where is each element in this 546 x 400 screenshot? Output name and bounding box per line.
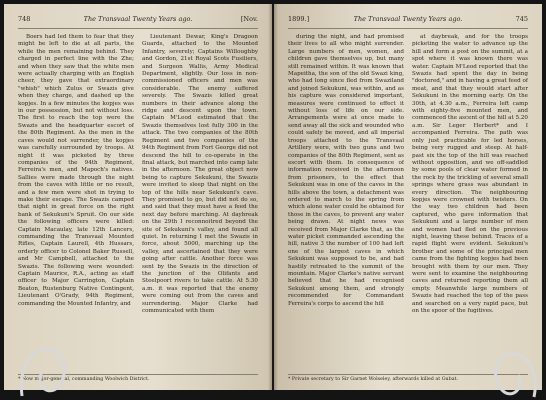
right-binder-clip-icon [484,339,544,399]
right-running-head [288,14,528,29]
right-running-title: The Transvaal Twenty Years ago. [353,15,463,23]
left-column-2: Lieutenant Dewar, King's Dragoon Guards, attached to the Mounted Infantry, severely; Captains Willoughby and Gordon, 21st Royal Scots Fusiliers, and Surgeon Wallis, Army Medical Department, slightly. Our loss in non-commissioned officers and men was considerable. The enemy suffered severely. The Swazis killed great numbers in their advance along the ridge and descent upon the town. Captain M'Leod estimated that the Swazis themselves lost fully 300 in the attack. The two companies of the 80th Regiment and two companies of the 94th Regiment from Fort George did not descend the hill to co-operate in the final attack, but marched into camp late in the afternoon. The great object now being to capture Sekukuni, the Swazis were invited to sleep that night on the top of the hills near Sekukuni's cave. They promised to go, but did not do so, and said that they must have a feed the next day before marching. At daybreak on the 29th I reconnoitred beyond the site of Sekukuni's valley, and found all quiet. In returning I met the Swazis in force, about 5000, marching up the valley, and ascertained that they were going after cattle. Another force was sent by the Swazis in the direction of the junction of the Olifants and Steelpoort rivers to take cattle. At 5.30 a.m. it was reported that the enemy were coming out from the caves and surrendering. Major Clarke had communicated with them [142,34,258,315]
left-running-title: The Transvaal Twenty Years ago. [83,15,193,23]
left-running-date: [Nov. [240,15,258,23]
book-gutter [268,4,278,390]
open-book [4,4,542,392]
right-footnote: * Private secretary to Sir Garnet Wolseley, afterwards killed at Gubat. [288,374,528,382]
right-column-2: at daybreak, and for the troops picketing the water to advance up the hill and form a post on the summit, at a spot where it was known there was water. Captain M'Leod reported that the Swazis had spent the day in being "doctored," and in having a great feed of meat, and that they would start after Sekukuni in the morning early. On the 30th, at 4.30 a.m., Ferreira left camp with eighty-five mounted men, and commenced the ascent of the hill at 5.20 a.m. Sir Leger Herbert* and I accompanied Ferreira. The path was only just practicable for led horses, being very rugged and steep. At half-past six the top of the hill was reached without opposition, and we off-saddled by some pools of clear water formed in the rock by the trickling of several small springs where grass was abundant in every direction. The neighbouring kopjes were crowned with twisters. On the way two children had been captured, who gave information that Sekukuni and a large number of men and women had fled on the previous night, leaving these behind. Traces of a rapid flight were evident. Sekukuni's brother and some of the principal men came from the fighting kopjes had been brought with them by our men. They were sent to examine the neighbouring caves and returned reporting them all empty. Meanwhile large numbers of Swazis had reached the top of the pass and searched on a very rapid pace, but on the spoor of the fugitives. [412,34,528,315]
left-page [4,4,272,390]
left-page-number: 748 [18,15,31,23]
right-column-1: during the night, and had promised their lives to all who might surrender. Large numbers of men, women, and children gave themselves up, but many still remained within. It was known that Mapeitha, the son of the old Swazi king, who had long since fled from Swaziland and joined Sekukuni, was within, and as his capture was considered important, measures were continued to effect it without loss of life on our side. Arrangements were at once made to send away all the sick and wounded who could safely be moved, and all imperial troops attached to the Transvaal Artillery were, with two guns and two companies of the 80th Regiment, sent as escort with them. In consequence of information received in the afternoon from prisoners, to the effect that Sekukuni was in one of the caves in the hills above the town, a detachment was ordered to march to the spring from which alone water could be obtained for those in the caves, to prevent any water being drawn. At night news was received from Major Clarke that, as the water picket commanded ascending the hill, native 3 the number of 100 had left one of the largest caves in which Sekukuni was supposed to be, and had hastily retreated to the summit of the mountain. Major Clarke's native servant believed that he had recognised Sekukuni among them, and strongly recommended for Commandant Ferreira's corps to ascend the hill [288,34,404,307]
left-footnote: * Now major-general, commanding Woolwich District. [18,374,258,382]
left-running-head [18,14,258,29]
right-running-year: 1899.] [288,15,310,23]
right-page-number: 745 [515,15,528,23]
left-column-1: Boers had led them to fear that they might be left to die at all parts, the while the men remaining behind. They charged in perfect line with the Zhe; and when they saw that the white men were actually charging with an English cheer, they gave that extraordinary "whish" which Zulus or Swazis give when they charge, and dashed up the kopjes. In a few minutes the kopjes was in our possession, but not without loss. The first to reach the top were the Swazis and the headquarter escort of the 80th Regiment. As the men in the caves would not surrender, the kopjes was carefully surrounded by troops. At night it was picketed by three companies of the 94th Regiment, Ferreira's men, and Mapoch's natives. Sallies were made through the night from the caves with little or no result, and a few men were shot in trying to make their escape. The Swazis camped that night in great force on the right bank of Sekukuni's Spruit. On our side the following officers were killed: Captain Macaulay, late 12th Lancers, commanding the Transvaal Mounted Rifles, Captain Laurell, 4th Hussars, orderly officer to Colonel Baker Russell, and Mr Campbell, attached to the Swazis. The following were wounded: Captain Maurice, R.A., acting as staff officer to Major Carrington, Captain Beaton, Rustenburg Native Contingent, Lieutenant O'Grady, 94th Regiment, commanding the Mounted Infantry, and [18,34,134,307]
right-page [274,4,542,390]
left-binder-clip-icon [14,334,74,400]
